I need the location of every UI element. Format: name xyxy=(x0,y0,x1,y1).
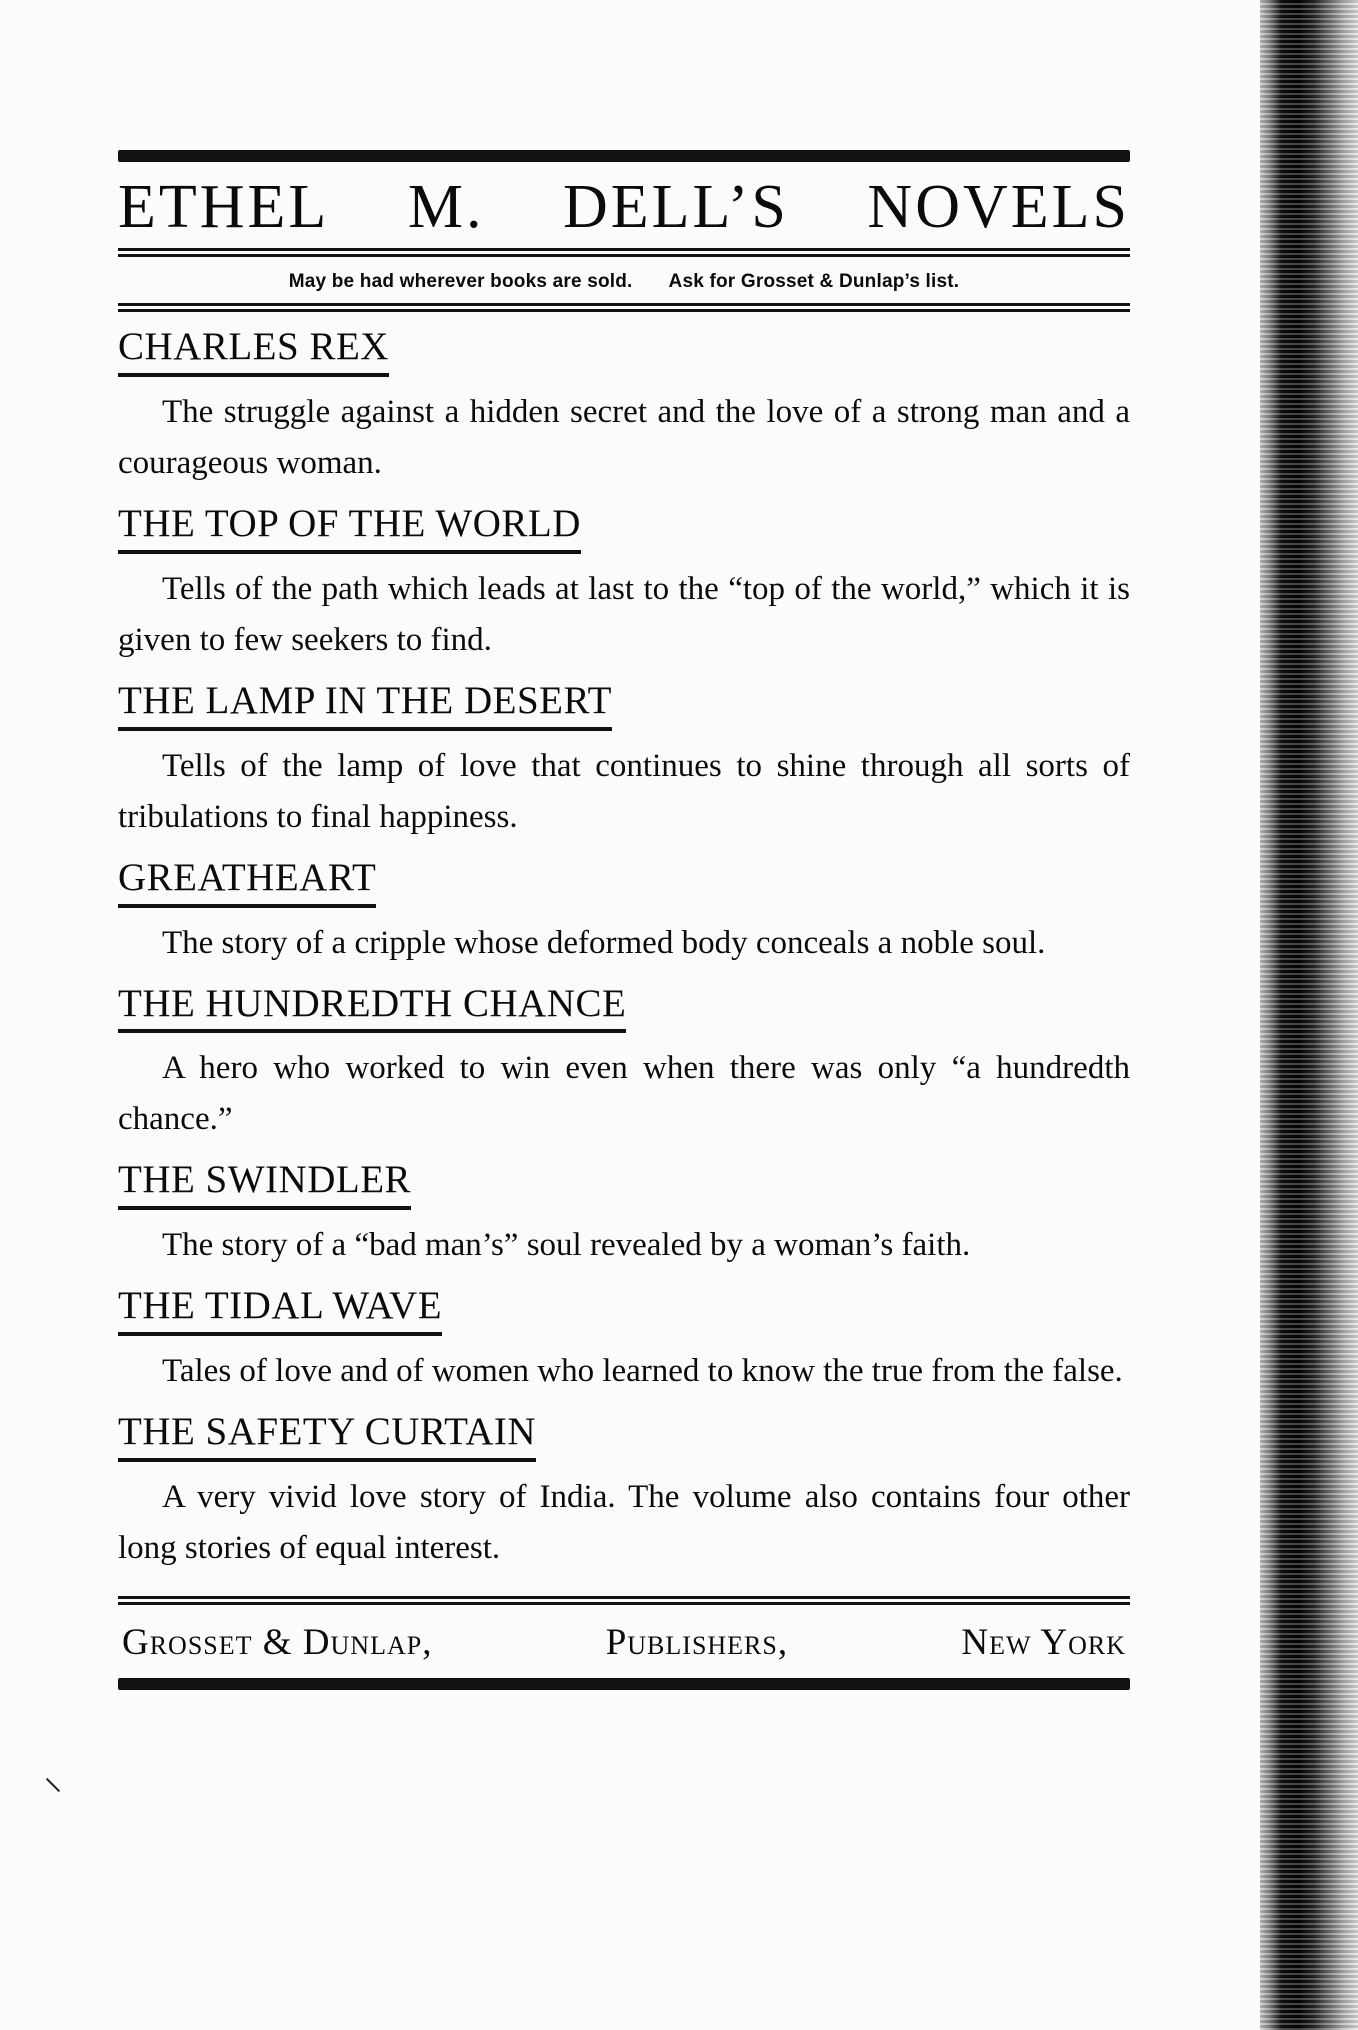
title-word: M. xyxy=(407,173,485,241)
publisher-city: New York xyxy=(961,1622,1126,1664)
book-title: THE TIDAL WAVE xyxy=(118,1285,442,1336)
availability-note-left: May be had wherever books are sold. xyxy=(288,271,633,292)
publisher-name: Grosset & Dunlap, xyxy=(122,1622,433,1664)
book-entry xyxy=(118,326,1130,489)
book-description: The story of a cripple whose deformed body conceals a noble soul. xyxy=(162,924,1046,961)
book-description: A hero who worked to win even when there was only “a hundredth chance.” xyxy=(118,1050,1130,1138)
book-description: A very vivid love story of India. The volume also contains four other long stories of equal interest. xyxy=(118,1479,1130,1567)
availability-note xyxy=(118,271,1130,293)
publisher-role: Publishers, xyxy=(605,1622,789,1664)
page-title xyxy=(118,173,1130,241)
book-description: Tells of the path which leads at last to the “top of the world,” which it is given to few seekers to find. xyxy=(118,570,1130,658)
book-entry xyxy=(118,1411,1130,1574)
advertisement-page xyxy=(118,150,1130,1690)
book-description: Tells of the lamp of love that continues to shine through all sorts of tribulations to final happiness. xyxy=(118,747,1130,835)
footer-top-rule xyxy=(118,1596,1130,1605)
publisher-line xyxy=(122,1621,1126,1664)
header-top-rule xyxy=(118,150,1130,162)
book-entry xyxy=(118,503,1130,666)
title-word: DELL’S xyxy=(563,173,789,241)
book-entry xyxy=(118,857,1130,969)
footer-bottom-rule xyxy=(118,1678,1130,1690)
header-divider xyxy=(118,248,1130,257)
book-description: The struggle against a hidden secret and the love of a strong man and a courageous woman. xyxy=(118,393,1130,481)
book-description: The story of a “bad man’s” soul revealed by a woman’s faith. xyxy=(162,1227,971,1264)
book-title: CHARLES REX xyxy=(118,326,389,377)
subtitle-divider xyxy=(118,303,1130,312)
book-entry xyxy=(118,1159,1130,1271)
title-word: ETHEL xyxy=(118,173,330,241)
book-title: THE HUNDREDTH CHANCE xyxy=(118,983,626,1034)
book-entry xyxy=(118,1285,1130,1397)
availability-note-right: Ask for Grosset & Dunlap’s list. xyxy=(668,271,960,292)
book-title: THE SAFETY CURTAIN xyxy=(118,1411,536,1462)
book-title: THE SWINDLER xyxy=(118,1159,411,1210)
book-description: Tales of love and of women who learned to know the true from the false. xyxy=(162,1353,1123,1390)
publisher-footer xyxy=(118,1596,1130,1690)
book-title: THE LAMP IN THE DESERT xyxy=(118,680,612,731)
book-title: THE TOP OF THE WORLD xyxy=(118,503,581,554)
book-entry xyxy=(118,983,1130,1146)
book-title: GREATHEART xyxy=(118,857,376,908)
book-entry xyxy=(118,680,1130,843)
scan-speck xyxy=(46,1778,60,1792)
title-word: NOVELS xyxy=(867,173,1130,241)
scanned-page-edge xyxy=(1260,0,1358,2030)
